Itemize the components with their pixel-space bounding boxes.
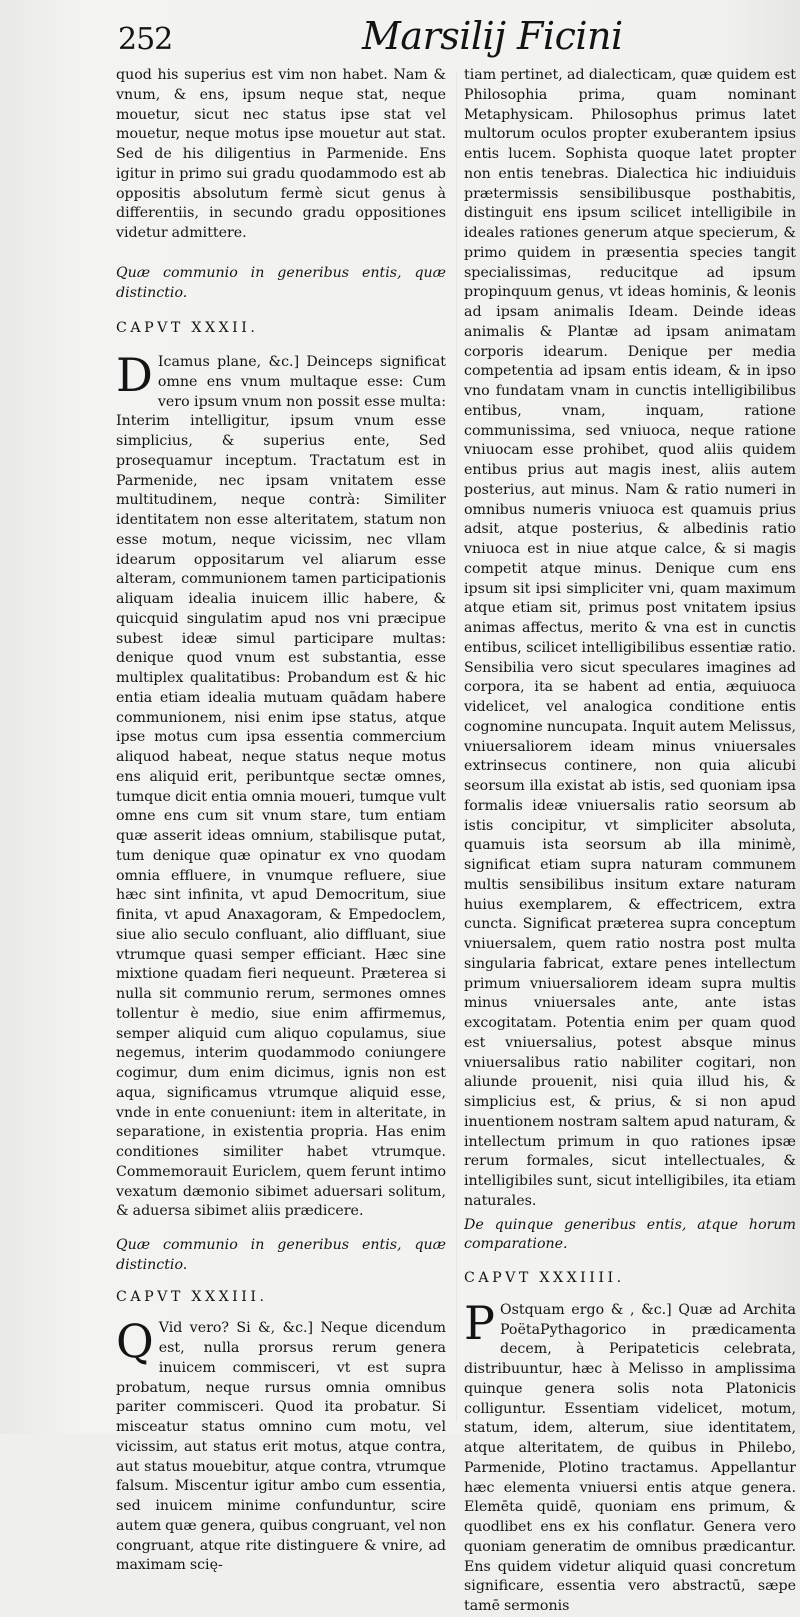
page-header: [0, 0, 800, 68]
chapter-heading: CAPVT XXXIIII.: [464, 1270, 625, 1286]
paragraph-text: Icamus plane, &c.] Deinceps significat omne ens vnum multaque esse: Cum vero ipsum vnum non possit esse multa: Interim intelligitur, ipsum vnum esse simplicius, & superius ente, Sed prosequamur inceptum. Tractatum est in Parmenide, nec ipsam vnitatem esse multitudinem, neque contrà: Similiter identitatem non esse alteritatem, statum non esse motum, neque vicissim, nec vllam idearum oppositarum vel aliarum esse alteram, communionem tamen participationis aliquam idealia inuicem illic habere, & quicquid singulatim apud nos vni præcipue subest ideæ simul participare multas: denique quod vnum est substantia, esse multiplex qualitatibus: Probandum est & hic entia etiam idealia mutuam quādam habere communionem, nisi enim ipse status, atque ipse motus cum ipsa essentia commercium aliquod habeat, neque status neque motus ens aliquid erit, peribuntque sectæ omnes, tumque dicit entia omnia moueri, tumque vult omne ens cum sit vnum stare, tum entiam quæ asserit ideas omnium, stabilisque putat, tum denique quæ opinatur ex vno quodam omnia effluere, in vnumque refluere, siue hæc sint infinita, vt apud Democritum, siue finita, vt apud Anaxagoram, & Empedoclem, siue alio seculo confluant, alio diffluant, siue vtrumque quasi semper efficiant. Hæc sine mixtione quadam fieri nequeunt. Præterea si nulla sit communio rerum, sermones omnes tollentur è medio, siue enim affirmemus, semper aliquid cum aliquo copulamus, siue negemus, interim quodammodo coniungere cogimur, dum enim dicimus, ignis non est aqua, significamus vtrumque aliquid esse, vnde in ente conueniunt: item in alteritate, in separatione, in existentia propria. Has enim conditiones similiter habet vtrumque. Commemorauit Euriclem, quem ferunt intimo vexatum dæmonio sibimet aduersari solitum, & aduersa sibimet aliis prædicere.: [116, 354, 446, 1220]
page-number: 252: [118, 22, 173, 57]
drop-cap: D: [116, 348, 153, 402]
column-gutter: [456, 72, 457, 1422]
chapter-paragraph: [116, 1314, 446, 1576]
paragraph-text: Vid vero? Si &, &c.] Neque dicendum est, nulla prorsus rerum genera inuicem commisceri, vt est supra probatum, neque rursus omnia omnibus pariter commisceri. Quod ita probatur. Si misceatur status omnino cum motu, vel vicissim, aut status erit motus, atque contra, aut status mouebitur, atque contra, vtrumque falsum. Miscentur igitur ambo cum essentia, sed inuicem minime confunduntur, scire autem quæ genera, quibus congruant, vel non congruant, atque rite distinguere & vnire, ad maximam scię-: [116, 1320, 446, 1574]
paragraph-continued: quod his superius est vim non habet. Nam & vnum, & ens, ipsum neque stat, neque mouetur, sicut nec status ipse stat vel mouetur, neque motus ipse mouetur aut stat. Sed de his diligentius in Parmenide. Ens igitur in primo sui gradu quodammodo est ab oppositis absolutum fermè sicut genus à differentiis, in secundo gradu oppositiones videtur admittere.: [116, 67, 446, 241]
left-column: [116, 66, 446, 1576]
section-title: Quæ communio in generibus entis, quæ distinctio.: [116, 264, 446, 301]
chapter-heading: CAPVT XXXIII.: [116, 1288, 268, 1305]
section-title: De quinque generibus entis, atque horum comparatione.: [464, 1216, 796, 1253]
chapter-paragraph: [464, 1295, 796, 1617]
right-column: [464, 66, 796, 1617]
drop-cap: Q: [116, 1314, 154, 1369]
paragraph-continued: tiam pertinet, ad dialecticam, quæ quidem est Philosophia prima, quam nominant Metaphysicam. Philosophus primus latet multorum oculos propter exuberantem ipsius entis lucem. Sophista quoque latet propter non entis tenebras. Dialectica hic indiuiduis prætermissis sensibilibusque posthabitis, distinguit ens ipsum scilicet intelligibile in ideales rationes generum atque specierum, & primo quidem in præsentia species tangit specialissimas, reducitque ad ipsum propinquum genus, vt ideas hominis, & leonis ad ipsam animalis Ideam. Deinde ideas animalis & Plantæ ad ipsam animatam corporis idearum. Denique per media competentia ad ipsam entis ideam, & in ipso vno fundatam vnam in cunctis intelligibilibus entibus, vnam, inquam, ratione communissima, sed vniuoca, neque ratione vniuocam esse prohibet, quod aliis quidem entibus prius aut magis inest, aliis autem posterius, aut minus. Nam & ratio numeri in omnibus numeris vniuoca est quamuis prius adsit, atque posterius, & albedinis ratio vniuoca est in niue atque calce, & si magis competit atque minus. Denique cum ens ipsum sit ipsi simpliciter vni, quam maximum atque etiam sit, primus post vnitatem ipsius animas affectus, merito & vna est in cunctis entibus, scilicet intelligibilibus essentiæ ratio. Sensibilia vero sicut speculares imagines ad corpora, ita se habent ad entia, æquiuoca videlicet, vel analogica conditione entis cognomine nuncupata. Inquit autem Melissus, vniuersaliorem ideam minus vniuersales extrinsecus continere, non quia alicubi seorsum illa existat ab istis, sed quoniam ipsa formalis ideæ vniuersalis ratio seorsum ab istis concipitur, vt simpliciter absoluta, quamuis ista seorsum ab illa minimè, significat etiam supra naturam communem multis sensibilibus insitum extare naturam huius exemplarem, & effectricem, extra cuncta. Significat præterea supra conceptum vniuersalem, quem ratio nostra post multa singularia fabricat, extare penes intellectum primum vniuersaliorem ideam supra multis minus vniuersales ante, ante istas excogitatam. Potentia enim per quam quod est vniuersalius, potest absque minus vniuersalibus ratio nabiliter cogitari, non aliunde prouenit, nisi quia illud his, & simplicius est, & prius, & si non apud inuentionem nostram saltem apud naturam, & intellectum primum in quo rationes ipsæ rerum formales, sicut intellectuales, & intelligibiles sunt, sicut intelligibiles, ita etiam naturales.: [464, 67, 796, 1209]
chapter-heading: CAPVT XXXII.: [116, 320, 259, 337]
paragraph-text: Ostquam ergo & , &c.] Quæ ad Archita PoëtaPythagorico in prædicamenta decem, à Peripateticis celebrata, distribuuntur, hæc à Melisso in amplissima quinque genera solis nota Platonicis colliguntur. Essentiam videlicet, motum, statum, idem, alterum, siue identitatem, atque alteritatem, de quibus in Philebo, Parmenide, Plotino tractamus. Appellantur hæc elementa vniuersi entis atque genera. Elemēta quidē, quoniam ens primum, & quodlibet ens ex his conflatur. Genera vero quoniam generatim de omnibus prædicantur. Ens quidem videtur aliquid quasi concretum significare, essentia vero abstractū, sæpe tamē sermonis: [464, 1301, 796, 1614]
chapter-paragraph: [116, 348, 446, 1222]
drop-cap: P: [464, 1295, 495, 1350]
section-title: Quæ communio in generibus entis, quæ distinctio.: [116, 1237, 446, 1273]
running-title: Marsilij Ficini: [362, 14, 623, 58]
